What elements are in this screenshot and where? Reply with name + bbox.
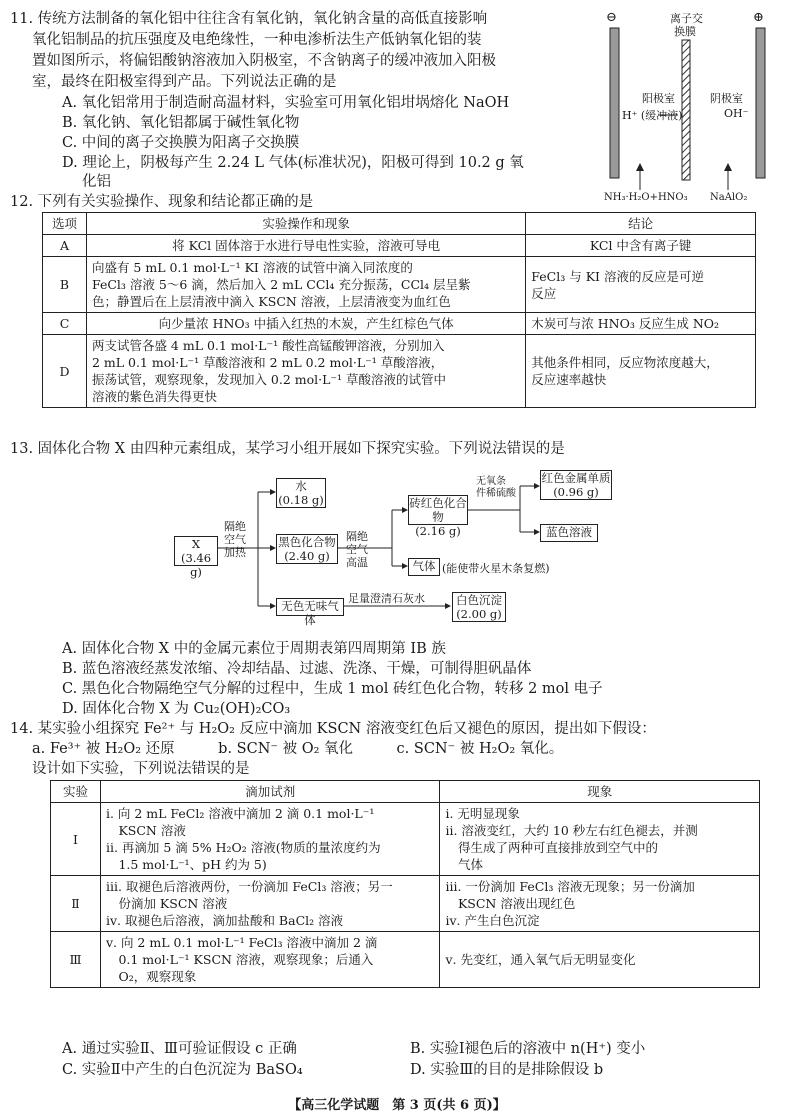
white-precip-mass: (2.00 g) bbox=[456, 607, 502, 621]
right-chamber-ion: OH⁻ bbox=[724, 107, 749, 120]
q12-row-a-con: KCl 中含有离子键 bbox=[526, 235, 756, 257]
black-compound-box bbox=[276, 534, 338, 564]
q14-option-d: D. 实验Ⅲ的目的是排除假设 b bbox=[410, 1062, 604, 1078]
q11-option-a: A. 氧化铝常用于制造耐高温材料，实验室可用氧化铝坩埚熔化 NaOH bbox=[62, 95, 510, 111]
step1-label bbox=[224, 520, 246, 559]
acid-label-2: 件稀硫酸 bbox=[476, 488, 516, 499]
q11-line-2: 氧化铝制品的抗压强度及电绝缘性，一种电渗析法生产低钠氧化铝的装 bbox=[32, 32, 482, 48]
step1-label-1: 隔绝 bbox=[224, 520, 246, 533]
brick-compound-name: 砖红色化合物 bbox=[409, 496, 467, 524]
q12-row-b-option: B bbox=[43, 257, 87, 313]
q12-row-b-op-line3: 色；静置后在上层清液中滴入 KSCN 溶液，上层清液变为血红色 bbox=[91, 294, 451, 309]
q12-row-b-con-line1: FeCl₃ 与 KI 溶液的反应是可逆 bbox=[531, 268, 704, 284]
white-precip-box bbox=[452, 592, 506, 622]
q13-option-a: A. 固体化合物 X 中的金属元素位于周期表第四周期第 ⅠB 族 bbox=[62, 641, 446, 657]
q12-row-d-op-line3: 振荡试管，观察现象，发现加入 0.2 mol·L⁻¹ 草酸溶液的试管中 bbox=[91, 372, 447, 387]
water-box bbox=[276, 478, 326, 508]
q14-row-3-reagent-3: O₂，观察现象 bbox=[105, 969, 197, 984]
right-chamber-label: 阴极室 bbox=[710, 92, 743, 105]
q12-row-d-op-line1: 两支试管各盛 4 mL 0.1 mol·L⁻¹ 酸性高锰酸钾溶液，分别加入 bbox=[91, 338, 445, 353]
q14-hypotheses: a. Fe³⁺ 被 H₂O₂ 还原 b. SCN⁻ 被 O₂ 氧化 c. SCN⁻ 被 H₂O₂ 氧化。 bbox=[32, 741, 564, 757]
brick-compound-box bbox=[408, 495, 468, 538]
q12-row-d-con-line2: 反应速率越快 bbox=[531, 372, 607, 387]
q14-row-3-exp: Ⅲ bbox=[51, 932, 101, 988]
q14-row-1-reagent bbox=[100, 803, 440, 876]
q14-row-1-reagent-4: 1.5 mol·L⁻¹、pH 约为 5) bbox=[105, 857, 267, 872]
q12-row-c-option: C bbox=[43, 313, 87, 335]
q11-option-c: C. 中间的离子交换膜为阳离子交换膜 bbox=[62, 135, 300, 151]
q14-row-2-obs bbox=[440, 876, 760, 932]
q14-row-1-obs-4: 气体 bbox=[445, 857, 483, 872]
red-metal-box bbox=[540, 470, 612, 500]
q14-header-exp: 实验 bbox=[51, 781, 101, 803]
q14-header-obs: 现象 bbox=[440, 781, 760, 803]
q12-header-row bbox=[43, 213, 756, 235]
q14-row-3-obs: ⅴ. 先变红，通入氧气后无明显变化 bbox=[440, 932, 760, 988]
q11-option-d-cont: 化铝 bbox=[82, 174, 111, 190]
q12-row-c-op: 向少量浓 HNO₃ 中插入红热的木炭，产生红棕色气体 bbox=[86, 313, 525, 335]
q14-stem: 14. 某实验小组探究 Fe²⁺ 与 H₂O₂ 反应中滴加 KSCN 溶液变红色后又褪色的原因，提出如下假设： bbox=[10, 721, 656, 737]
q14-header-row bbox=[51, 781, 760, 803]
q12-row-d-op-line2: 2 mL 0.1 mol·L⁻¹ 草酸溶液和 2 mL 0.2 mol·L⁻¹ 草酸溶液， bbox=[91, 355, 444, 370]
black-compound-mass: (2.40 g) bbox=[284, 549, 330, 563]
q14-row-2-reagent-3: ⅳ. 取褪色后溶液，滴加盐酸和 BaCl₂ 溶液 bbox=[105, 913, 344, 928]
x-box bbox=[174, 536, 218, 579]
page-footer: 【高三化学试题 第 3 页(共 6 页)】 bbox=[288, 1098, 506, 1113]
q13-option-d: D. 固体化合物 X 为 Cu₂(OH)₂CO₃ bbox=[62, 701, 291, 717]
q14-row-2-exp: Ⅱ bbox=[51, 876, 101, 932]
q12-row-d-op bbox=[86, 335, 525, 408]
q14-row-2-obs-3: ⅳ. 产生白色沉淀 bbox=[445, 913, 540, 928]
limewater-label: 足量澄清石灰水 bbox=[348, 592, 425, 605]
q14-option-b: B. 实验Ⅰ褪色后的溶液中 n(H⁺) 变小 bbox=[410, 1041, 646, 1057]
q11-option-b: B. 氧化钠、氧化铝都属于碱性氧化物 bbox=[62, 115, 300, 131]
red-metal-mass: (0.96 g) bbox=[553, 485, 599, 499]
q13-flowchart bbox=[170, 470, 670, 635]
q13-stem: 13. 固体化合物 X 由四种元素组成，某学习小组开展如下探究实验。下列说法错误的是 bbox=[10, 441, 565, 457]
q12-table bbox=[42, 212, 756, 408]
step2-label-3: 高温 bbox=[346, 556, 368, 569]
q12-row-d-con-line1: 其他条件相同，反应物浓度越大， bbox=[531, 355, 719, 370]
black-compound-name: 黑色化合物 bbox=[278, 535, 336, 549]
q12-row-a bbox=[43, 235, 756, 257]
q14-row-3-reagent-1: ⅴ. 向 2 mL 0.1 mol·L⁻¹ FeCl₃ 溶液中滴加 2 滴 bbox=[105, 935, 378, 950]
q12-stem: 12. 下列有关实验操作、现象和结论都正确的是 bbox=[10, 194, 314, 210]
q13-option-c: C. 黑色化合物隔绝空气分解的过程中，生成 1 mol 砖红色化合物，转移 2 mol 电子 bbox=[62, 681, 603, 697]
white-precip-name: 白色沉淀 bbox=[456, 593, 502, 607]
q12-row-d-op-line4: 溶液的紫色消失得更快 bbox=[91, 389, 217, 404]
q14-header-reagent: 滴加试剂 bbox=[100, 781, 440, 803]
q14-table bbox=[50, 780, 760, 988]
brick-compound-mass: (2.16 g) bbox=[415, 524, 461, 538]
acid-label-1: 无氧条 bbox=[476, 476, 506, 487]
step2-label bbox=[346, 530, 368, 569]
q14-row-1-obs-1: ⅰ. 无明显现象 bbox=[445, 806, 520, 821]
left-electrode bbox=[610, 28, 619, 178]
step2-label-2: 空气 bbox=[346, 543, 368, 556]
x-name: X bbox=[191, 537, 201, 551]
q14-row-1-reagent-3: ⅱ. 再滴加 5 滴 5% H₂O₂ 溶液(物质的量浓度约为 bbox=[105, 840, 381, 855]
step2-label-1: 隔绝 bbox=[346, 530, 368, 543]
step1-label-2: 空气 bbox=[224, 533, 246, 546]
q14-row-1-reagent-2: KSCN 溶液 bbox=[105, 823, 186, 838]
minus-sign: ⊖ bbox=[606, 10, 617, 25]
q14-row-1-exp: Ⅰ bbox=[51, 803, 101, 876]
q12-row-d-con bbox=[526, 335, 756, 408]
q11-line-1: 11. 传统方法制备的氧化铝中往往含有氧化钠，氧化钠含量的高低直接影响 bbox=[10, 11, 488, 27]
q14-option-c: C. 实验Ⅱ中产生的白色沉淀为 BaSO₄ bbox=[62, 1062, 303, 1078]
q12-row-a-option: A bbox=[43, 235, 87, 257]
ion-exchange-membrane bbox=[682, 40, 690, 180]
q12-row-a-op: 将 KCl 固体溶于水进行导电性实验，溶液可导电 bbox=[86, 235, 525, 257]
left-input-label: NH₃·H₂O+HNO₃ bbox=[604, 192, 688, 203]
q12-header-option: 选项 bbox=[43, 213, 87, 235]
q14-row-2 bbox=[51, 876, 760, 932]
q14-option-a: A. 通过实验Ⅱ、Ⅲ可验证假设 c 正确 bbox=[62, 1041, 297, 1057]
q14-row-2-reagent bbox=[100, 876, 440, 932]
q11-line-3: 置如图所示，将偏铝酸钠溶液加入阴极室，不含钠离子的缓冲液加入阳极 bbox=[32, 53, 496, 69]
q12-row-d bbox=[43, 335, 756, 408]
q12-header-conclusion: 结论 bbox=[526, 213, 756, 235]
acid-label bbox=[476, 476, 516, 500]
q14-row-2-reagent-2: 份滴加 KSCN 溶液 bbox=[105, 896, 228, 911]
q12-row-b-op-line1: 向盛有 5 mL 0.1 mol·L⁻¹ KI 溶液的试管中滴入同浓度的 bbox=[91, 260, 413, 275]
q14-row-3 bbox=[51, 932, 760, 988]
q14-row-2-obs-2: KSCN 溶液出现红色 bbox=[445, 896, 576, 911]
plus-sign: ⊕ bbox=[753, 10, 764, 25]
left-chamber-label: 阳极室 bbox=[642, 92, 675, 105]
membrane-label-2: 换膜 bbox=[674, 25, 696, 38]
step1-label-3: 加热 bbox=[224, 546, 246, 559]
right-electrode bbox=[756, 28, 765, 178]
water-mass: (0.18 g) bbox=[278, 493, 324, 507]
q14-row-2-obs-1: ⅲ. 一份滴加 FeCl₃ 溶液无现象；另一份滴加 bbox=[445, 879, 695, 894]
membrane-label-1: 离子交 bbox=[670, 12, 703, 25]
q12-header-operation: 实验操作和现象 bbox=[86, 213, 525, 235]
q14-row-1-reagent-1: ⅰ. 向 2 mL FeCl₂ 溶液中滴加 2 滴 0.1 mol·L⁻¹ bbox=[105, 806, 375, 821]
gas-box: 气体 bbox=[408, 558, 440, 576]
q14-row-2-reagent-1: ⅲ. 取褪色后溶液两份，一份滴加 FeCl₃ 溶液；另一 bbox=[105, 879, 393, 894]
q13-option-b: B. 蓝色溶液经蒸发浓缩、冷却结晶、过滤、洗涤、干燥，可制得胆矾晶体 bbox=[62, 661, 532, 677]
q14-row-3-reagent-2: 0.1 mol·L⁻¹ KSCN 溶液，观察现象；后通入 bbox=[105, 952, 374, 967]
red-metal-name: 红色金属单质 bbox=[541, 471, 611, 485]
q14-row-3-reagent bbox=[100, 932, 440, 988]
q12-row-c-con: 木炭可与浓 HNO₃ 反应生成 NO₂ bbox=[526, 313, 756, 335]
q12-row-c bbox=[43, 313, 756, 335]
water-name: 水 bbox=[295, 479, 307, 493]
q12-row-d-option: D bbox=[43, 335, 87, 408]
q11-electrolysis-figure bbox=[600, 8, 790, 208]
q14-row-1 bbox=[51, 803, 760, 876]
q12-row-b-con bbox=[526, 257, 756, 313]
gas-note: (能使带火星木条复燃) bbox=[442, 562, 550, 575]
left-chamber-ion: H⁺ (缓冲液) bbox=[622, 109, 683, 122]
colorless-gas-box: 无色无味气体 bbox=[276, 598, 344, 616]
q14-row-1-obs bbox=[440, 803, 760, 876]
q12-row-b-op-line2: FeCl₃ 溶液 5～6 滴，然后加入 2 mL CCl₄ 充分振荡，CCl₄ 层呈紫 bbox=[91, 277, 471, 292]
blue-solution-box: 蓝色溶液 bbox=[540, 524, 598, 542]
q14-row-1-obs-3: 得生成了两种可直接排放到空气中的 bbox=[445, 840, 658, 855]
right-input-label: NaAlO₂ bbox=[710, 192, 748, 203]
x-mass: (3.46 g) bbox=[180, 551, 212, 579]
q11-option-d: D. 理论上，阴极每产生 2.24 L 气体(标准状况)，阳极可得到 10.2 g 氧 bbox=[62, 155, 524, 171]
q12-row-b-op bbox=[86, 257, 525, 313]
q14-design: 设计如下实验，下列说法错误的是 bbox=[32, 761, 250, 777]
q14-row-1-obs-2: ⅱ. 溶液变红，大约 10 秒左右红色褪去，并测 bbox=[445, 823, 698, 838]
q12-row-b-con-line2: 反应 bbox=[531, 285, 557, 301]
q12-row-b bbox=[43, 257, 756, 313]
q11-line-4: 室，最终在阳极室得到产品。下列说法正确的是 bbox=[32, 74, 337, 90]
